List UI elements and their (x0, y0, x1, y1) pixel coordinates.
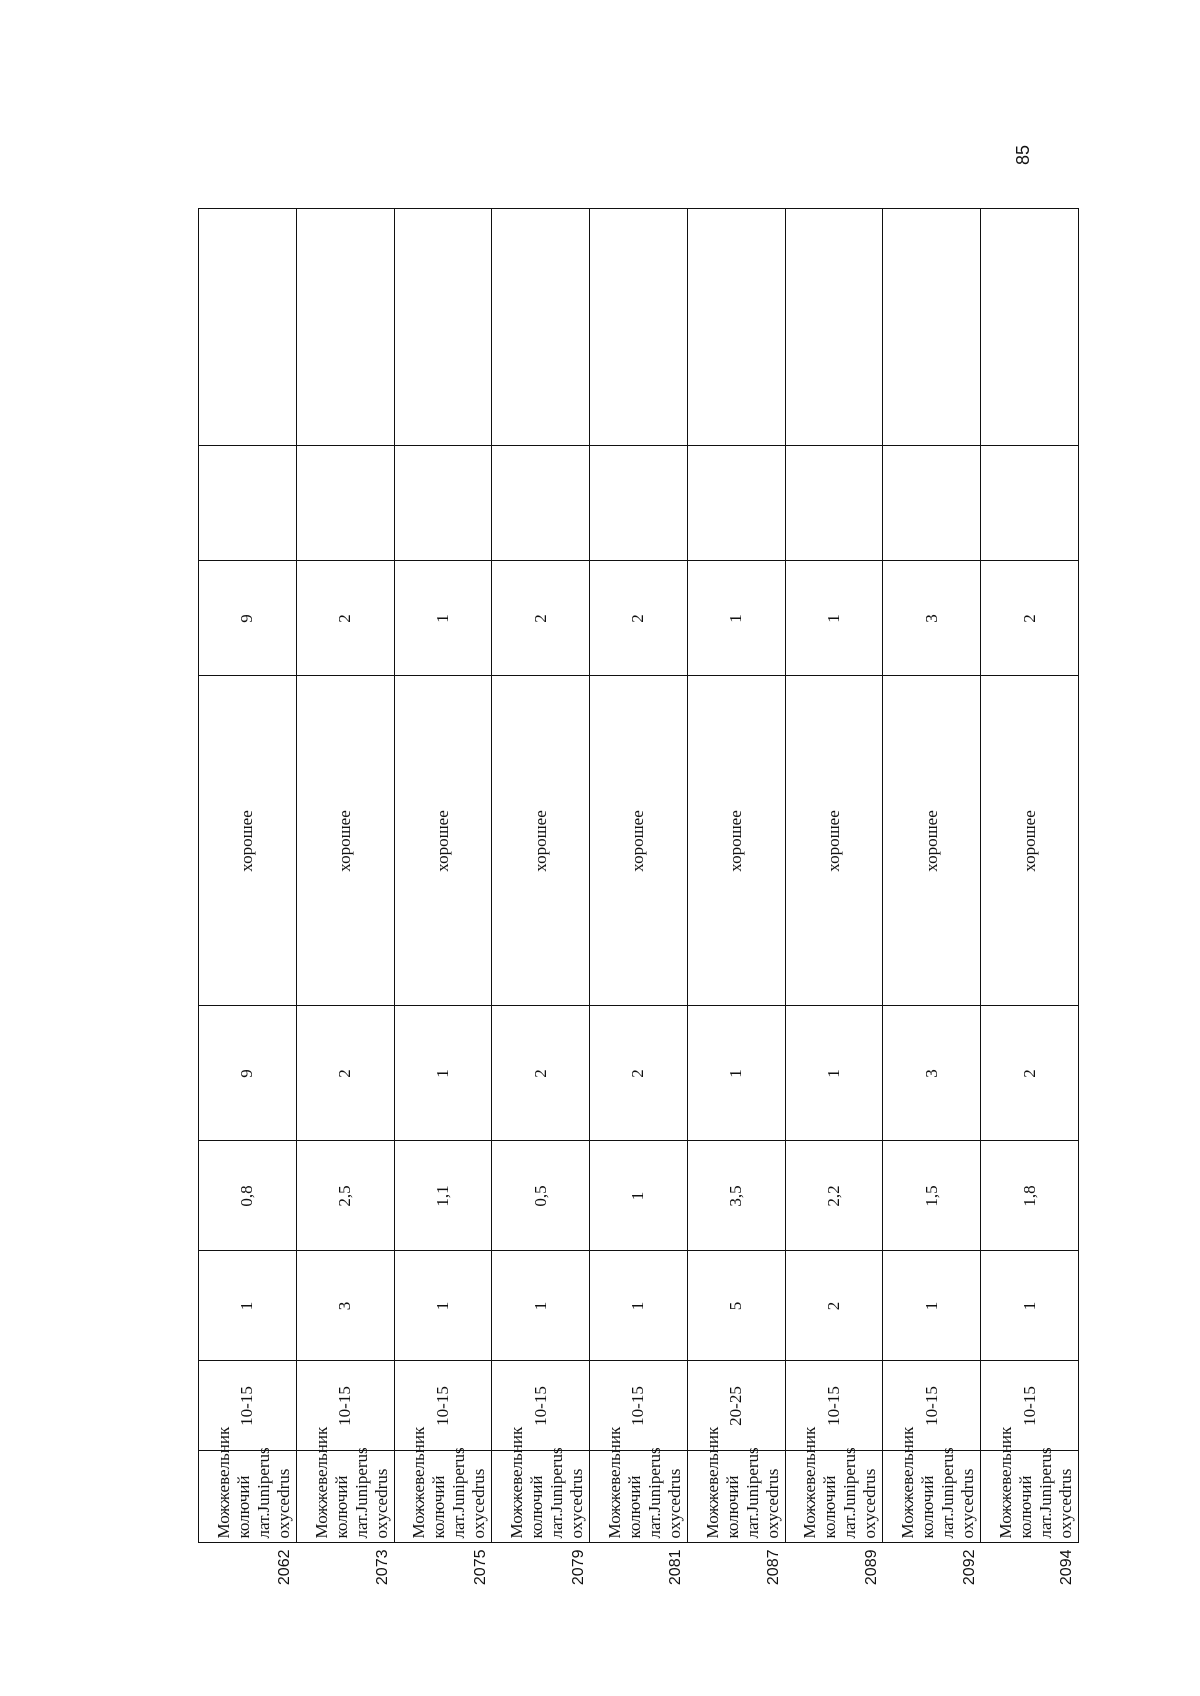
table-row (687, 209, 785, 1589)
extra1-cell (394, 446, 492, 561)
species-cell (492, 1426, 590, 1543)
age-cell: 10-15 (199, 1361, 297, 1451)
diameter-cell: 0,5 (492, 1141, 590, 1251)
count-cell: 2 (492, 1006, 590, 1141)
extra2-cell (981, 209, 1079, 446)
species-cell (199, 1426, 297, 1543)
diameter-cell: 0,8 (199, 1141, 297, 1251)
age-cell: 10-15 (492, 1361, 590, 1451)
total-cell: 9 (199, 561, 297, 676)
species-line: Можжевельник (702, 1426, 722, 1539)
extra2-cell (687, 209, 785, 446)
age-cell: 10-15 (394, 1361, 492, 1451)
species-line: oxycedrus (273, 1468, 293, 1539)
species-line: Можжевельник (213, 1426, 233, 1539)
species-line: колючий (624, 1475, 644, 1539)
total-cell: 2 (981, 561, 1079, 676)
diameter-cell: 1,8 (981, 1141, 1079, 1251)
condition-cell: хорошее (492, 676, 590, 1006)
extra1-cell (590, 446, 688, 561)
species-line: лат.Juniperus (742, 1447, 762, 1539)
extra1-cell (883, 446, 981, 561)
height-cell: 1 (394, 1251, 492, 1361)
height-cell: 1 (981, 1251, 1079, 1361)
species-line: колючий (918, 1475, 938, 1539)
extra2-cell (199, 209, 297, 446)
row-number: 2094 (981, 1543, 1079, 1589)
age-cell: 10-15 (296, 1361, 394, 1451)
height-cell: 1 (590, 1251, 688, 1361)
table-body (199, 209, 1079, 1589)
condition-cell: хорошее (785, 676, 883, 1006)
species-line: колючий (429, 1475, 449, 1539)
condition-cell: хорошее (687, 676, 785, 1006)
extra2-cell (394, 209, 492, 446)
height-cell: 1 (883, 1251, 981, 1361)
table-row (883, 209, 981, 1589)
height-cell: 1 (492, 1251, 590, 1361)
diameter-cell: 1 (590, 1141, 688, 1251)
species-cell (394, 1426, 492, 1543)
species-line: Можжевельник (507, 1426, 527, 1539)
species-line: oxycedrus (1055, 1468, 1075, 1539)
diameter-cell: 2,2 (785, 1141, 883, 1251)
height-cell: 2 (785, 1251, 883, 1361)
age-cell: 10-15 (883, 1361, 981, 1451)
species-line: oxycedrus (567, 1468, 587, 1539)
species-cell (785, 1426, 883, 1543)
extra1-cell (785, 446, 883, 561)
extra2-cell (785, 209, 883, 446)
row-number: 2073 (296, 1543, 394, 1589)
count-cell: 9 (199, 1006, 297, 1141)
table-row (199, 209, 297, 1589)
species-cell (590, 1426, 688, 1543)
species-cell (296, 1426, 394, 1543)
condition-cell: хорошее (199, 676, 297, 1006)
condition-cell: хорошее (981, 676, 1079, 1006)
extra2-cell (296, 209, 394, 446)
count-cell: 2 (590, 1006, 688, 1141)
count-cell: 2 (296, 1006, 394, 1141)
extra2-cell (590, 209, 688, 446)
species-line: колючий (233, 1475, 253, 1539)
species-line: лат.Juniperus (840, 1447, 860, 1539)
total-cell: 1 (687, 561, 785, 676)
extra1-cell (199, 446, 297, 561)
row-number: 2075 (394, 1543, 492, 1589)
species-line: лат.Juniperus (253, 1447, 273, 1539)
condition-cell: хорошее (296, 676, 394, 1006)
total-cell: 2 (296, 561, 394, 676)
extra1-cell (492, 446, 590, 561)
table-row (785, 209, 883, 1589)
species-line: oxycedrus (958, 1468, 978, 1539)
row-number: 2087 (687, 1543, 785, 1589)
species-line: Можжевельник (800, 1426, 820, 1539)
extra1-cell (981, 446, 1079, 561)
total-cell: 2 (492, 561, 590, 676)
row-number: 2081 (590, 1543, 688, 1589)
total-cell: 2 (590, 561, 688, 676)
total-cell: 1 (394, 561, 492, 676)
species-cell (883, 1426, 981, 1543)
species-line: oxycedrus (664, 1468, 684, 1539)
species-line: колючий (722, 1475, 742, 1539)
height-cell: 1 (199, 1251, 297, 1361)
extra2-cell (883, 209, 981, 446)
species-line: лат.Juniperus (938, 1447, 958, 1539)
condition-cell: хорошее (590, 676, 688, 1006)
age-cell: 10-15 (785, 1361, 883, 1451)
species-line: лат.Juniperus (547, 1447, 567, 1539)
diameter-cell: 1,1 (394, 1141, 492, 1251)
height-cell: 3 (296, 1251, 394, 1361)
species-line: колючий (1015, 1475, 1035, 1539)
row-number: 2079 (492, 1543, 590, 1589)
extra1-cell (296, 446, 394, 561)
row-number: 2092 (883, 1543, 981, 1589)
species-line: колючий (527, 1475, 547, 1539)
count-cell: 1 (785, 1006, 883, 1141)
species-cell (687, 1426, 785, 1543)
extra1-cell (687, 446, 785, 561)
table-row (394, 209, 492, 1589)
page-number: 85 (1013, 144, 1033, 166)
extra2-cell (492, 209, 590, 446)
age-cell: 10-15 (981, 1361, 1079, 1451)
condition-cell: хорошее (883, 676, 981, 1006)
table-row (492, 209, 590, 1589)
species-line: колючий (331, 1475, 351, 1539)
species-line: Можжевельник (898, 1426, 918, 1539)
age-cell: 20-25 (687, 1361, 785, 1451)
species-line: Можжевельник (409, 1426, 429, 1539)
total-cell: 1 (785, 561, 883, 676)
diameter-cell: 3,5 (687, 1141, 785, 1251)
species-line: Можжевельник (311, 1426, 331, 1539)
height-cell: 5 (687, 1251, 785, 1361)
table-row (590, 209, 688, 1589)
species-line: лат.Juniperus (1035, 1447, 1055, 1539)
table-row (981, 209, 1079, 1589)
row-number: 2089 (785, 1543, 883, 1589)
total-cell: 3 (883, 561, 981, 676)
count-cell: 1 (687, 1006, 785, 1141)
species-line: лат.Juniperus (351, 1447, 371, 1539)
species-line: oxycedrus (860, 1468, 880, 1539)
count-cell: 2 (981, 1006, 1079, 1141)
species-line: oxycedrus (762, 1468, 782, 1539)
species-cell (981, 1426, 1079, 1543)
count-cell: 1 (394, 1006, 492, 1141)
row-number: 2062 (199, 1543, 297, 1589)
diameter-cell: 2,5 (296, 1141, 394, 1251)
count-cell: 3 (883, 1006, 981, 1141)
species-line: oxycedrus (469, 1468, 489, 1539)
species-line: Можжевельник (995, 1426, 1015, 1539)
condition-cell: хорошее (394, 676, 492, 1006)
age-cell: 10-15 (590, 1361, 688, 1451)
diameter-cell: 1,5 (883, 1141, 981, 1251)
rotated-table-wrapper (198, 209, 1078, 1589)
species-line: oxycedrus (371, 1468, 391, 1539)
species-line: колючий (820, 1475, 840, 1539)
species-line: лат.Juniperus (449, 1447, 469, 1539)
species-line: лат.Juniperus (644, 1447, 664, 1539)
table-row (296, 209, 394, 1589)
tree-inventory-table (198, 209, 1079, 1590)
species-line: Можжевельник (604, 1426, 624, 1539)
